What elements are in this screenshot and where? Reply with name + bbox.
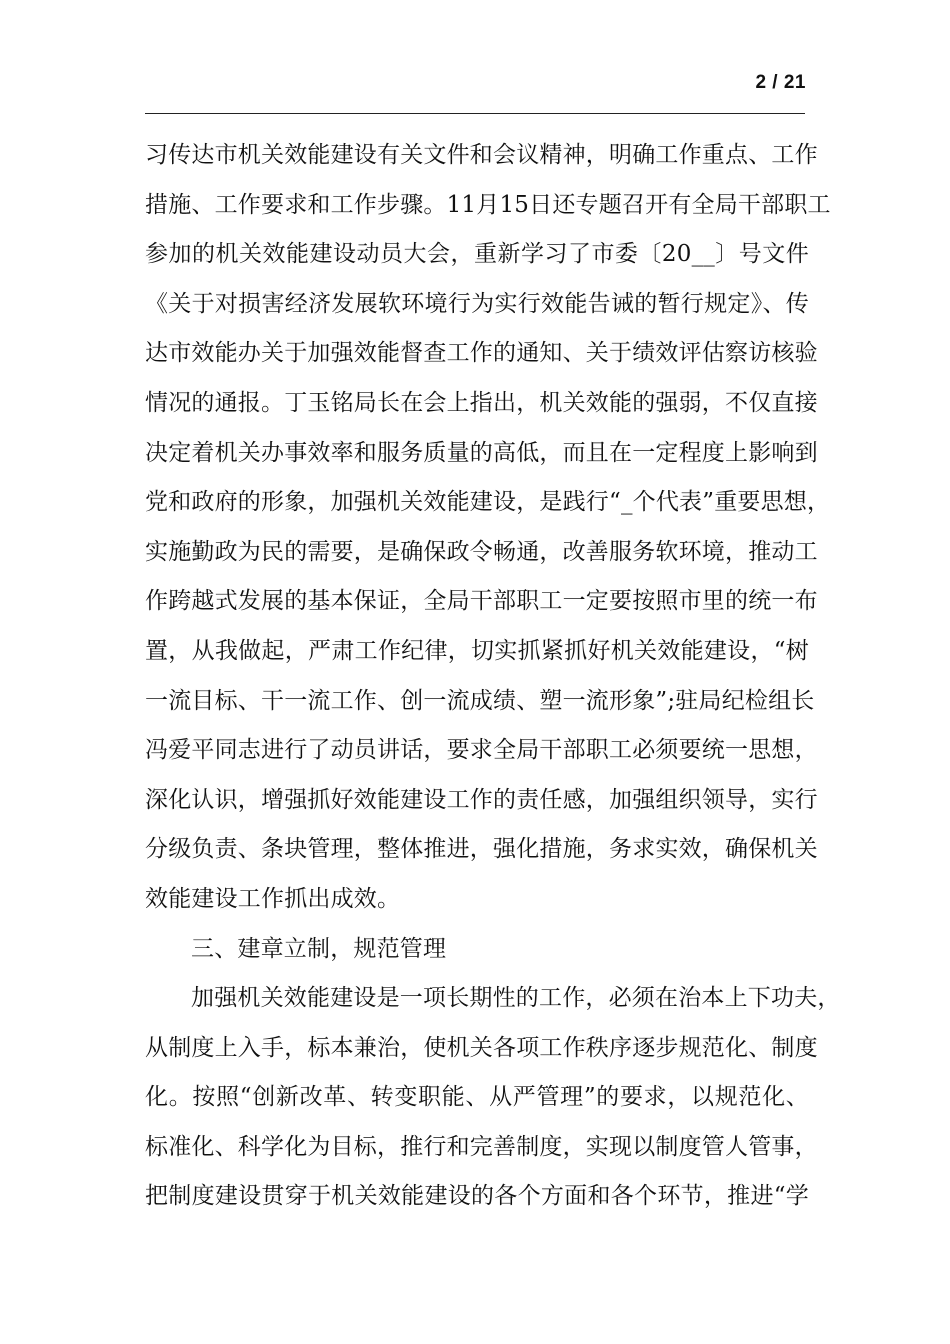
header-divider (145, 113, 805, 114)
text-line: 《关于对损害经济发展软环境行为实行效能告诫的暂行规定》、传 (145, 290, 809, 317)
text-line: 分级负责、条块管理，整体推进，强化措施，务求实效，确保机关 (145, 836, 818, 863)
text-line: 实施勤政为民的需要，是确保政令畅通，改善服务软环境，推动工 (145, 538, 818, 565)
text-line: 习传达市机关效能建设有关文件和会议精神，明确工作重点、工作 (145, 142, 818, 168)
text-line: 深化认识，增强抓好效能建设工作的责任感，加强组织领导，实行 (145, 786, 818, 813)
text-line: 效能建设工作抓出成效。 (145, 885, 401, 912)
text-line: 冯爱平同志进行了动员讲话，要求全局干部职工必须要统一思想， (145, 737, 818, 764)
text-line: 情况的通报。丁玉铭局长在会上指出，机关效能的强弱，不仅直接 (145, 389, 818, 416)
text-line: 置，从我做起，严肃工作纪律，切实抓紧抓好机关效能建设，“树 (145, 637, 809, 664)
page-number: 2 / 21 (755, 72, 806, 93)
text-line: 把制度建设贯穿于机关效能建设的各个方面和各个环节，推进“学 (145, 1183, 809, 1210)
text-line: 化。按照“创新改革、转变职能、从严管理”的要求，以规范化、 (145, 1084, 809, 1111)
text-line: 标准化、科学化为目标，推行和完善制度，实现以制度管人管事， (145, 1133, 818, 1160)
document-body (145, 131, 841, 1222)
text-line: 党和政府的形象，加强机关效能建设，是践行“_个代表”重要思想， (145, 489, 831, 516)
text-line: 从制度上入手，标本兼治，使机关各项工作秩序逐步规范化、制度 (145, 1034, 818, 1061)
paragraph-first-line: 加强机关效能建设是一项长期性的工作，必须在治本上下功夫， (191, 985, 841, 1012)
text-line: 参加的机关效能建设动员大会，重新学习了市委〔20__〕号文件 (145, 241, 809, 268)
text-line: 措施、工作要求和工作步骤。11月15日还专题召开有全局干部职工 (145, 191, 831, 218)
text-line: 作跨越式发展的基本保证，全局干部职工一定要按照市里的统一布 (145, 588, 818, 615)
section-heading: 三、建章立制，规范管理 (191, 935, 447, 962)
text-line: 达市效能办关于加强效能督查工作的通知、关于绩效评估察访核验 (145, 340, 818, 367)
text-line: 决定着机关办事效率和服务质量的高低，而且在一定程度上影响到 (145, 439, 818, 466)
text-line: 一流目标、干一流工作、创一流成绩、塑一流形象”;驻局纪检组长 (145, 687, 815, 714)
